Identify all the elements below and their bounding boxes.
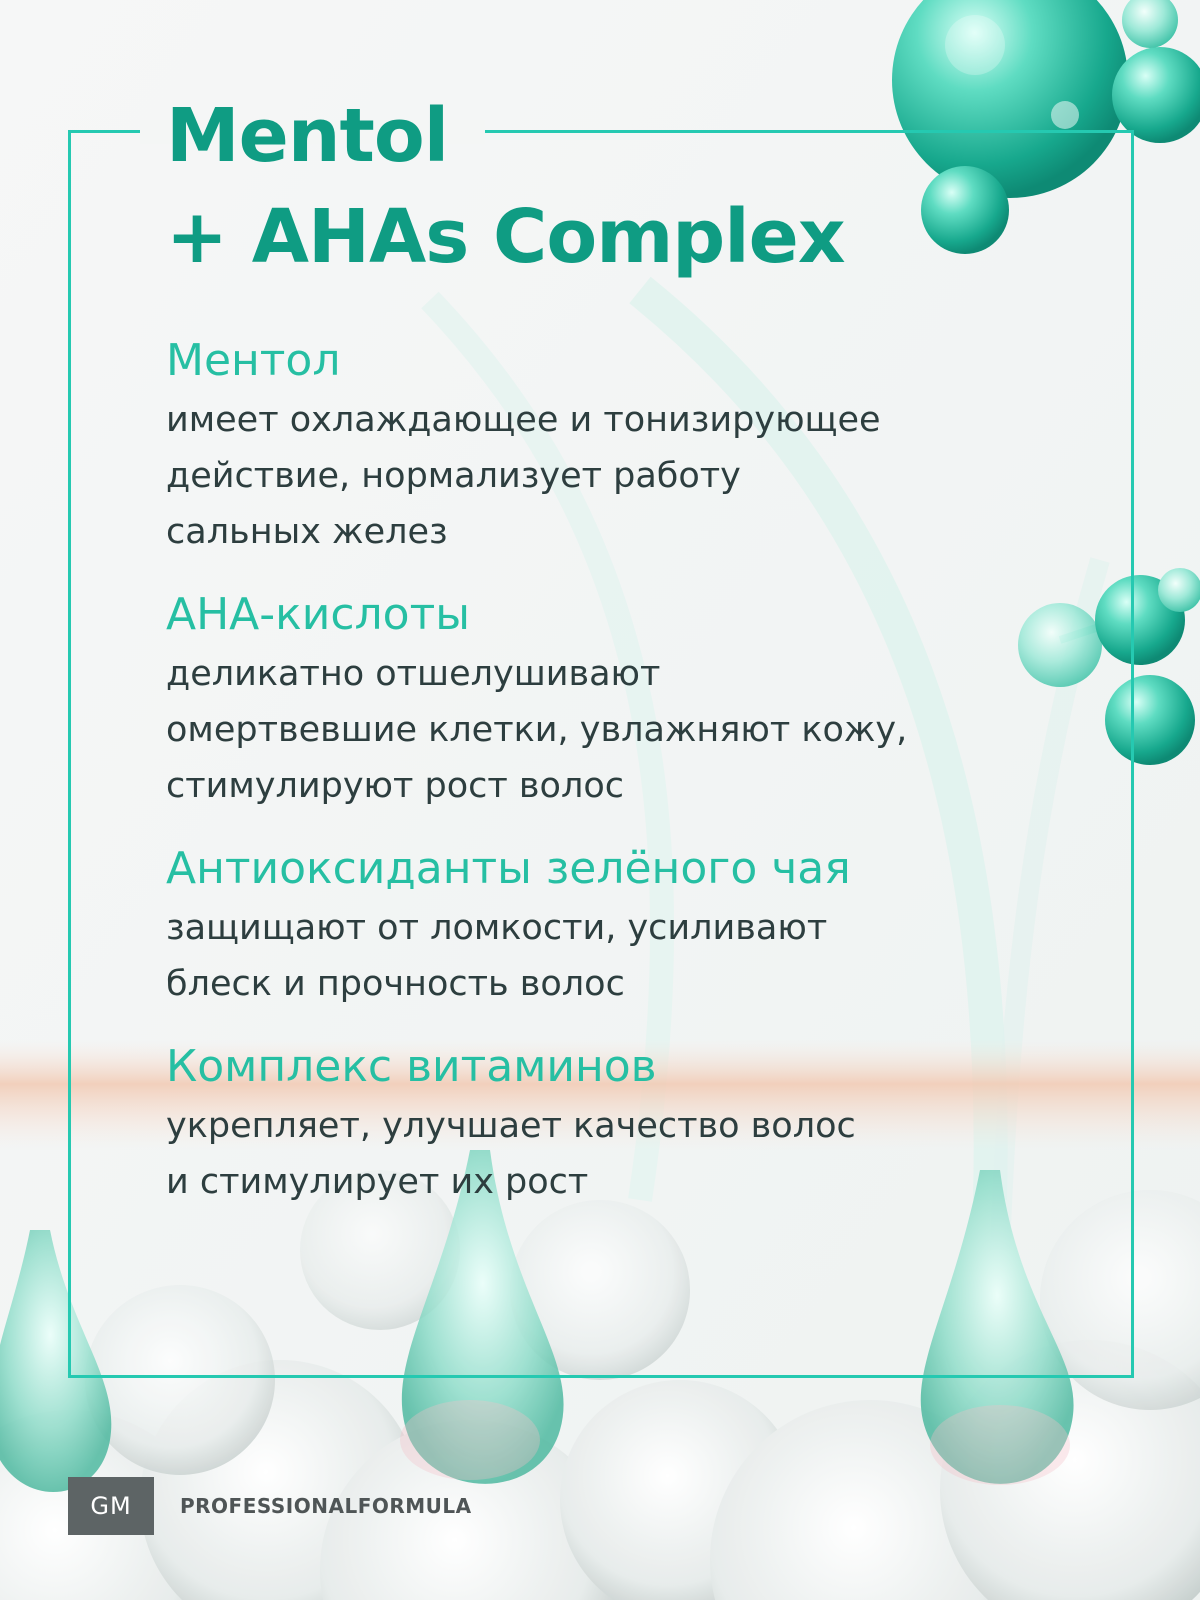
ingredient-heading: Комплекс витаминов <box>166 1041 657 1092</box>
ingredient-description: укрепляет, улучшает качество волос и стимулирует их рост <box>166 1106 856 1202</box>
ingredients-list <box>166 330 1066 1234</box>
brand-name: PROFESSIONALFORMULA <box>180 1494 472 1518</box>
ingredient-aha-acids <box>166 584 1066 814</box>
brand-logo <box>68 1477 472 1535</box>
ingredient-description: имеет охлаждающее и тонизирующее действие, нормализует работу сальных желез <box>166 400 881 552</box>
ingredient-vitamin-complex <box>166 1036 1066 1210</box>
ingredient-green-tea-antioxidants <box>166 838 1066 1012</box>
ingredient-menthol <box>166 330 1066 560</box>
title-line-1: Mentol <box>166 93 449 179</box>
ingredient-description: деликатно отшелушивают омертвевшие клетки, увлажняют кожу, стимулируют рост волос <box>166 654 908 806</box>
logo-mark: GM <box>68 1477 154 1535</box>
product-title <box>166 86 845 288</box>
ingredient-heading: Антиоксиданты зелёного чая <box>166 843 851 894</box>
ingredient-heading: Ментол <box>166 335 341 386</box>
title-line-2: + AHAs Complex <box>166 194 845 280</box>
ingredient-description: защищают от ломкости, усиливают блеск и прочность волос <box>166 908 828 1004</box>
ingredient-heading: АНА-кислоты <box>166 589 470 640</box>
